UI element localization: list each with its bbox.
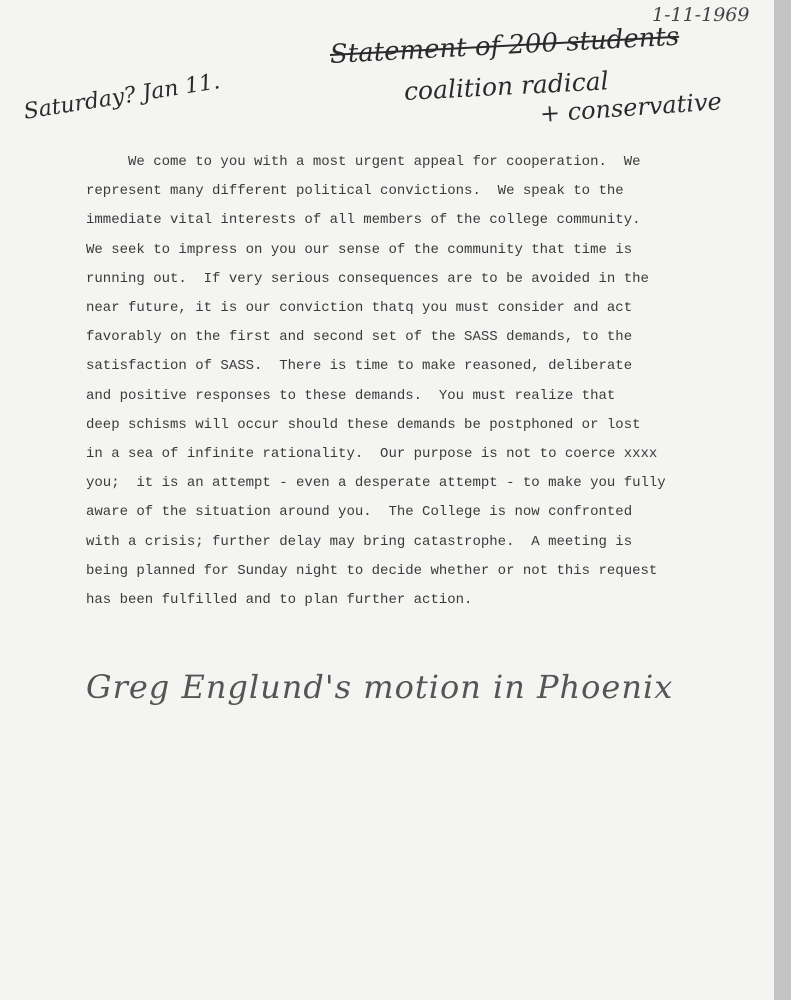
letter-line: near future, it is our conviction thatq you must consider and act [86, 300, 633, 317]
letter-line: favorably on the first and second set of the SASS demands, to the [86, 329, 633, 346]
letter-line: immediate vital interests of all members of the college community. [86, 212, 641, 229]
handwritten-signature-note: Greg Englund's motion in Phoenix [86, 668, 674, 706]
handwritten-title-line-3: + conservative [539, 87, 723, 128]
handwritten-side-note: Saturday? Jan 11. [22, 69, 222, 125]
handwritten-title-line-2: coalition radical [403, 66, 610, 106]
letter-line: in a sea of infinite rationality. Our purpose is not to coerce xxxx [86, 446, 658, 463]
letter-line: We come to you with a most urgent appeal for cooperation. We [86, 154, 641, 170]
letter-line: with a crisis; further delay may bring catastrophe. A meeting is [86, 533, 633, 550]
page-edge-shadow [774, 0, 791, 1000]
letter-line: satisfaction of SASS. There is time to make reasoned, deliberate [86, 358, 633, 375]
handwritten-date: 1-11-1969 [652, 4, 750, 26]
letter-line: running out. If very serious consequences are to be avoided in the [86, 270, 649, 287]
letter-line: being planned for Sunday night to decide whether or not this request [86, 562, 658, 579]
letter-line: represent many different political convictions. We speak to the [86, 183, 624, 200]
letter-line: deep schisms will occur should these demands be postphoned or lost [86, 416, 641, 433]
letter-line: aware of the situation around you. The College is now confronted [86, 504, 633, 521]
letter-line: you; it is an attempt - even a desperate attempt - to make you fully [86, 475, 666, 492]
letter-line: and positive responses to these demands. You must realize that [86, 387, 616, 404]
letter-line: has been fulfilled and to plan further action. [86, 592, 473, 609]
handwritten-title-line-1: Statement of 200 students [329, 21, 680, 70]
typed-letter-body [86, 148, 736, 615]
letter-line: We seek to impress on you our sense of the community that time is [86, 241, 633, 258]
